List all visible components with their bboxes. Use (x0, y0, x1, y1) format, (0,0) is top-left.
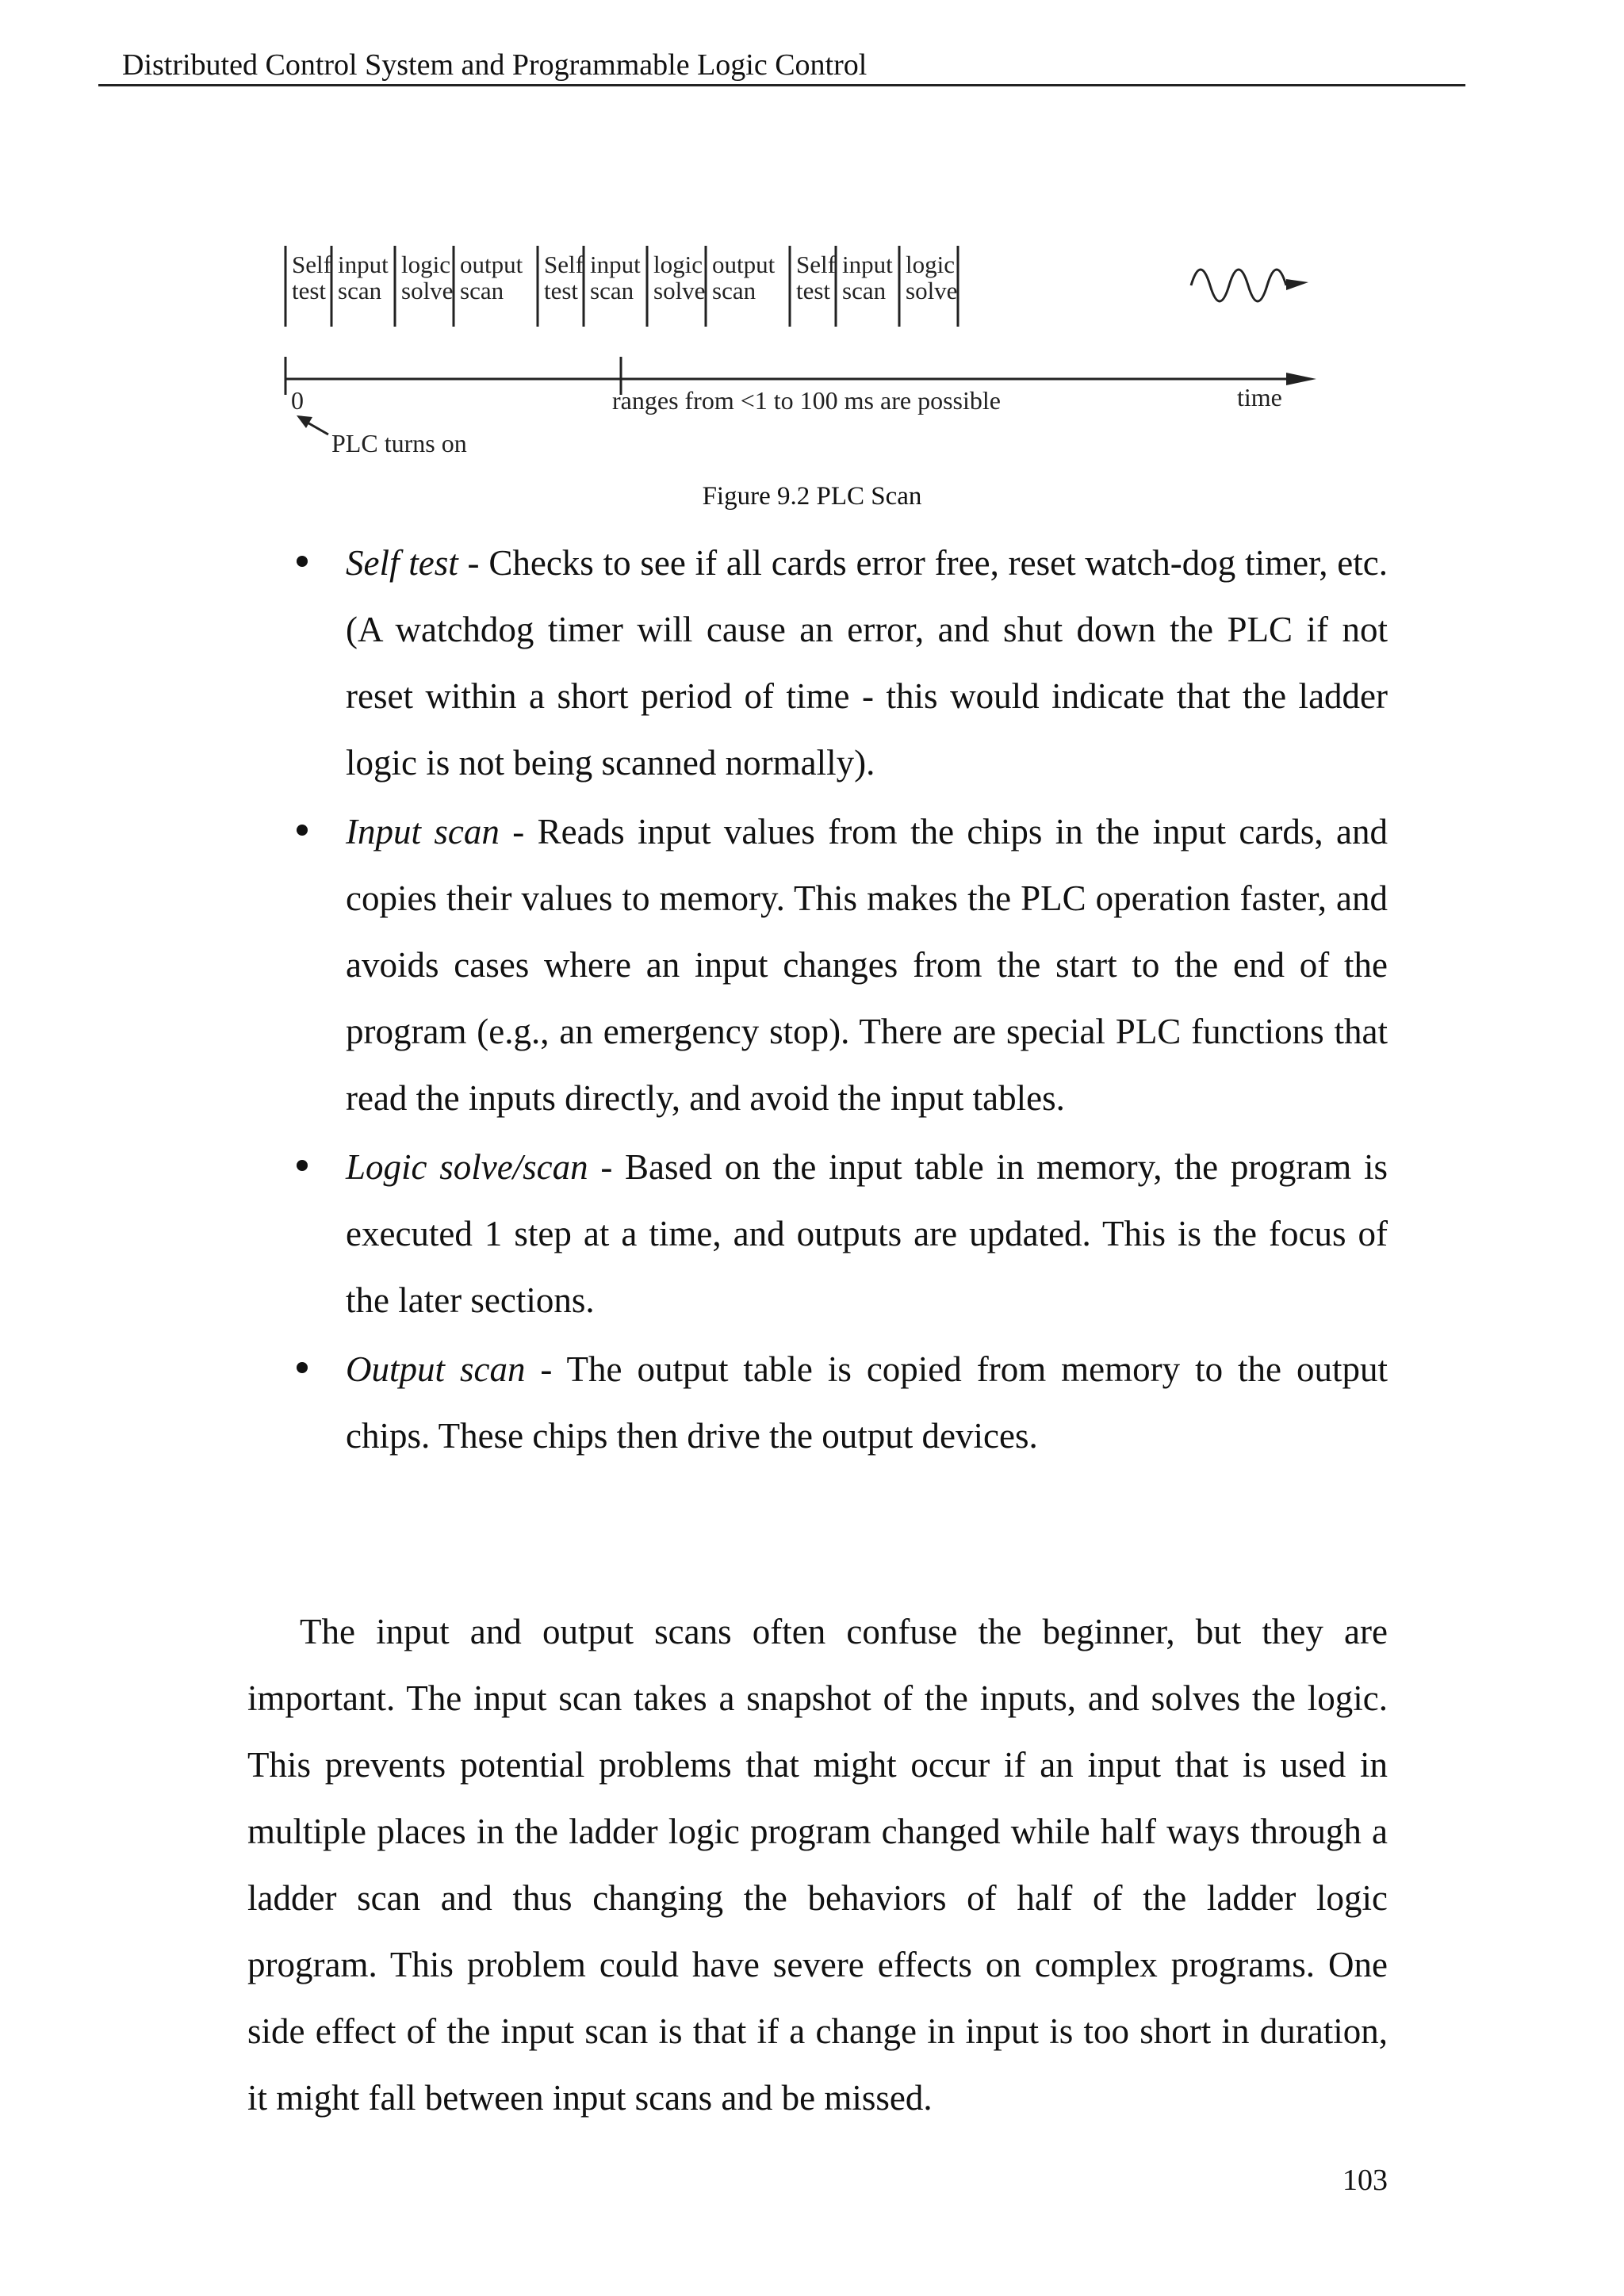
scan-block-label: logic (653, 251, 703, 278)
list-item (293, 530, 1388, 796)
scan-block-label: output (712, 251, 776, 278)
plc-on-pointer-head (297, 415, 312, 428)
list-item (293, 798, 1388, 1131)
list-item-text (346, 1134, 1388, 1334)
scan-block-label: logic (401, 251, 450, 278)
list-item-description: - The output table is copied from memory to the output chips. These chips then drive the output devices. (346, 1349, 1388, 1456)
scan-block-label: scan (338, 277, 382, 304)
continuation-squiggle (1191, 270, 1286, 301)
scan-block-label: scan (590, 277, 634, 304)
scan-block-label: solve (653, 277, 706, 304)
bullet-icon (297, 1160, 308, 1171)
scan-block-label: test (796, 277, 831, 304)
scan-block-label: test (544, 277, 579, 304)
continuation-arrowhead (1286, 279, 1308, 290)
scan-block-label: solve (401, 277, 454, 304)
scan-block-label: scan (460, 277, 504, 304)
plc-on-label: PLC turns on (331, 429, 467, 457)
scan-block-label: input (590, 251, 641, 278)
scan-block-label: logic (906, 251, 955, 278)
list-item-description: - Reads input values from the chips in the input cards, and copies their values to memory. This makes the PLC operation faster, and avoids cases where an input changes from the start to the end of the program (e.g., an emergency stop). There are special PLC functions that read the inputs directly, and avoid the input tables. (346, 812, 1388, 1118)
running-header: Distributed Control System and Programmable Logic Control (98, 46, 1465, 86)
scan-block-label: test (292, 277, 327, 304)
range-label: ranges from <1 to 100 ms are possible (612, 386, 1001, 415)
figure-caption: Figure 9.2 PLC Scan (702, 482, 922, 511)
page-number: 103 (1342, 2164, 1388, 2197)
scan-block-label: input (338, 251, 389, 278)
list-item-term: Self test (346, 543, 458, 583)
list-item (293, 1336, 1388, 1469)
scan-block-label: output (460, 251, 523, 278)
time-label: time (1237, 383, 1282, 411)
scan-block-label: Self (292, 251, 331, 278)
bullet-icon (297, 825, 308, 836)
list-item-description: - Based on the input table in memory, the program is executed 1 step at a time, and outputs are updated. This is the focus of the later sections. (346, 1147, 1388, 1320)
scan-block-label: Self (544, 251, 584, 278)
list-item-term: Output scan (346, 1349, 526, 1389)
list-item-description: - Checks to see if all cards error free, reset watch-dog timer, etc. (A watchdog timer will cause an error, and shut down the PLC if not reset within a short period of time - this would indicate that the ladder logic is not being scanned normally). (346, 543, 1388, 783)
list-item-text (346, 798, 1388, 1131)
list-item (293, 1134, 1388, 1334)
plc-scan-diagram (270, 238, 1380, 476)
plc-on-pointer (306, 422, 328, 434)
scan-block-label: scan (842, 277, 887, 304)
list-item-text (346, 530, 1388, 796)
scan-phase-list (293, 530, 1388, 1471)
scan-block-label: solve (906, 277, 958, 304)
scan-block-label: scan (712, 277, 756, 304)
scan-block-label: input (842, 251, 893, 278)
scan-block-label: Self (796, 251, 836, 278)
bullet-icon (297, 556, 308, 567)
plc-scan-figure (270, 238, 1380, 476)
list-item-term: Logic solve/scan (346, 1147, 588, 1187)
origin-label: 0 (291, 386, 304, 415)
list-item-text (346, 1336, 1388, 1469)
time-axis-arrowhead (1286, 373, 1316, 385)
body-paragraph: The input and output scans often confuse the beginner, but they are important. The input scan takes a snapshot of the inputs, and solves the logic. This prevents potential problems that might occur if an input that is used in multiple places in the ladder logic program changed while half ways through a ladder scan and thus changing the behaviors of half of the ladder logic program. This problem could have severe effects on complex programs. One side effect of the input scan is that if a change in input is too short in duration, it might fall between input scans and be missed. (247, 1612, 1388, 2118)
bullet-icon (297, 1362, 308, 1373)
list-item-term: Input scan (346, 812, 500, 851)
